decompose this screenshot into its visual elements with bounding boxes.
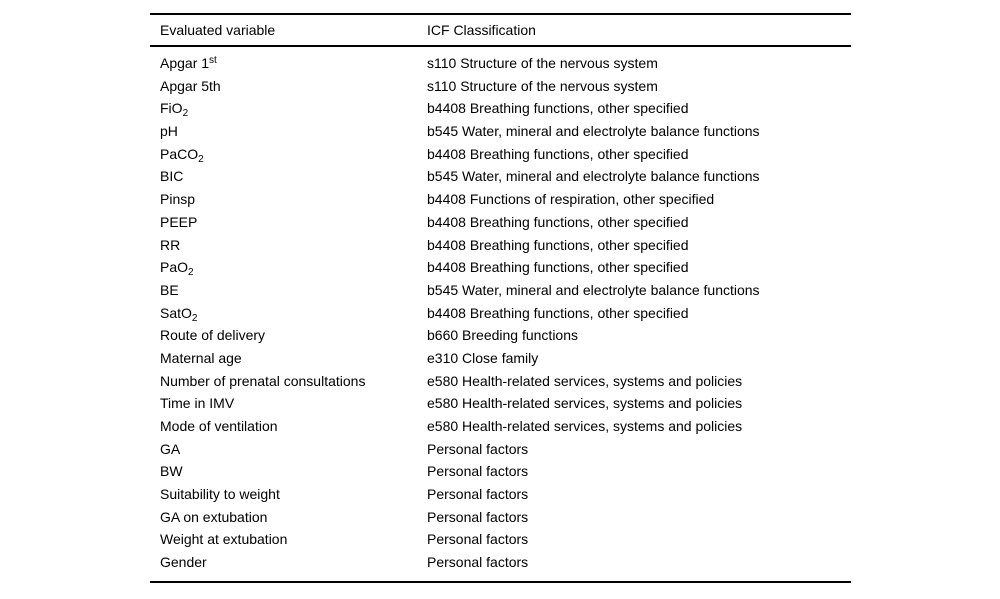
table-row bbox=[150, 165, 851, 188]
variable-cell: Maternal age bbox=[160, 349, 242, 366]
variable-cell: Apgar 1st bbox=[160, 55, 217, 71]
header-icf-classification: ICF Classification bbox=[427, 21, 536, 38]
classification-cell: b4408 Breathing functions, other specified bbox=[427, 100, 689, 117]
classification-cell: b4408 Breathing functions, other specified bbox=[427, 304, 689, 321]
table-row bbox=[150, 75, 851, 98]
classification-cell: Personal factors bbox=[427, 554, 529, 571]
table-row bbox=[150, 551, 851, 574]
table-row bbox=[150, 506, 851, 529]
variable-cell: PaO$_2$ bbox=[160, 259, 194, 279]
table-row bbox=[150, 392, 851, 415]
classification-cell: b4408 Breathing functions, other specified bbox=[427, 259, 689, 276]
variable-cell: PaCO$_2$ bbox=[160, 145, 204, 165]
classification-cell: b4408 Breathing functions, other specified bbox=[427, 236, 689, 253]
classification-cell: b545 Water, mineral and electrolyte balance functions bbox=[427, 281, 760, 298]
classification-cell: e580 Health-related services, systems and policies bbox=[427, 418, 743, 434]
variable-cell: Weight at extubation bbox=[160, 531, 288, 548]
variable-cell: Route of delivery bbox=[160, 327, 266, 344]
classification-cell: Personal factors bbox=[427, 440, 529, 457]
table-row bbox=[150, 370, 851, 393]
table-row bbox=[150, 234, 851, 257]
classification-cell: Personal factors bbox=[427, 486, 529, 503]
classification-cell: e310 Close family bbox=[427, 349, 539, 366]
variable-cell: Mode of ventilation bbox=[160, 418, 278, 434]
classification-cell: Personal factors bbox=[427, 463, 529, 480]
variable-cell: Apgar 5th bbox=[160, 77, 221, 94]
classification-cell: b4408 Breathing functions, other specified bbox=[427, 213, 689, 230]
table-row bbox=[150, 483, 851, 506]
variable-cell: Number of prenatal consultations bbox=[160, 372, 366, 389]
variable-cell: GA bbox=[160, 440, 181, 457]
table-row bbox=[150, 460, 851, 483]
variable-cell: PEEP bbox=[160, 213, 198, 230]
table-header-row bbox=[150, 15, 851, 45]
classification-cell: b545 Water, mineral and electrolyte balance functions bbox=[427, 123, 760, 140]
classification-cell: b545 Water, mineral and electrolyte balance functions bbox=[427, 168, 760, 185]
classification-cell: Personal factors bbox=[427, 531, 529, 548]
table-row bbox=[150, 256, 851, 279]
classification-cell: Personal factors bbox=[427, 508, 529, 525]
table-row bbox=[150, 347, 851, 370]
variable-cell: Pinsp bbox=[160, 191, 196, 208]
classification-cell: e580 Health-related services, systems and policies bbox=[427, 395, 743, 412]
variable-cell: GA on extubation bbox=[160, 508, 268, 525]
table-row bbox=[150, 302, 851, 325]
variable-cell: Time in IMV bbox=[160, 395, 235, 412]
table-row bbox=[150, 188, 851, 211]
table-row bbox=[150, 528, 851, 551]
variable-cell: Suitability to weight bbox=[160, 486, 280, 503]
variable-cell: SatO$_2$ bbox=[160, 304, 198, 324]
icf-classification-table bbox=[150, 13, 851, 583]
variable-cell: RR bbox=[160, 236, 181, 253]
classification-cell: e580 Health-related services, systems and policies bbox=[427, 372, 743, 389]
variable-cell: pH bbox=[160, 123, 178, 140]
table-row bbox=[150, 52, 851, 75]
table-row bbox=[150, 438, 851, 461]
variable-cell: Gender bbox=[160, 554, 207, 571]
classification-cell: b4408 Breathing functions, other specified bbox=[427, 145, 689, 162]
table-row bbox=[150, 143, 851, 166]
table-row bbox=[150, 211, 851, 234]
classification-cell: s110 Structure of the nervous system bbox=[427, 77, 658, 94]
table-row bbox=[150, 324, 851, 347]
header-evaluated-variable: Evaluated variable bbox=[160, 21, 276, 38]
table-row bbox=[150, 279, 851, 302]
variable-cell: FiO$_2$ bbox=[160, 100, 189, 120]
table-row bbox=[150, 415, 851, 438]
table-row bbox=[150, 120, 851, 143]
classification-cell: s110 Structure of the nervous system bbox=[427, 55, 658, 71]
table-row bbox=[150, 97, 851, 120]
variable-cell: BIC bbox=[160, 168, 184, 185]
classification-cell: b4408 Functions of respiration, other specified bbox=[427, 191, 715, 208]
variable-cell: BE bbox=[160, 281, 179, 298]
table-body bbox=[150, 47, 851, 581]
variable-cell: BW bbox=[160, 463, 183, 480]
table-bottom-rule bbox=[150, 581, 851, 583]
classification-cell: b660 Breeding functions bbox=[427, 327, 578, 344]
